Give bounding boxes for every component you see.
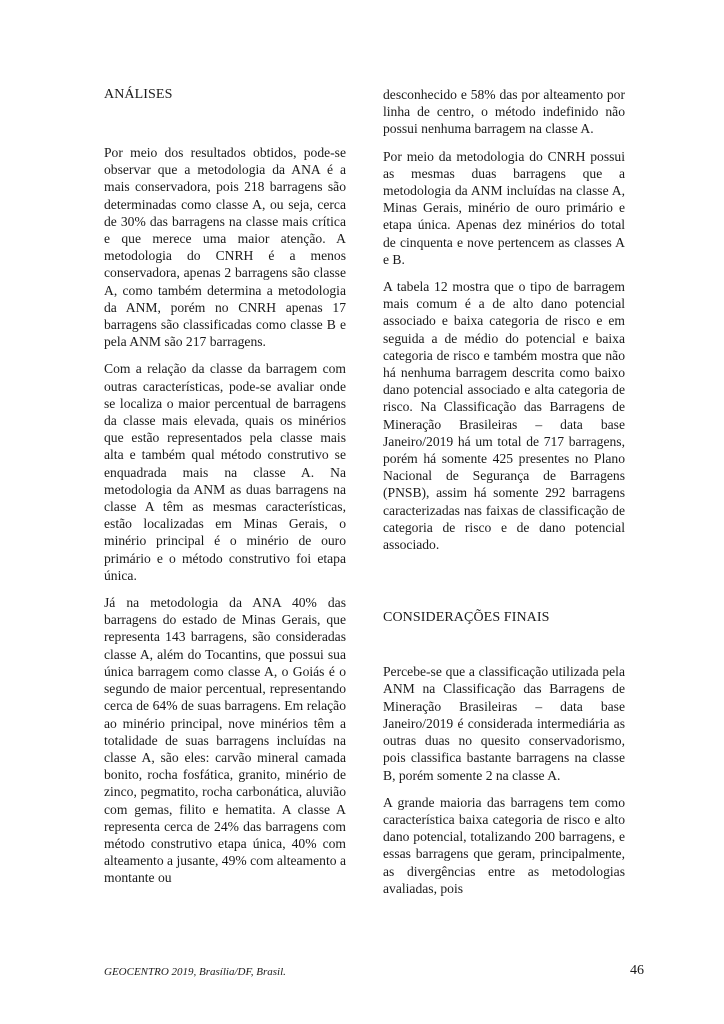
section-heading-analises: ANÁLISES	[104, 87, 173, 102]
paragraph: Já na metodologia da ANA 40% das barragens do estado de Minas Gerais, que representa 143 barragens, são consideradas classe A, além do Tocantins, que possui sua única barragem como classe A, o Goiás é o segundo de maior percentual, representando cerca de 64% de suas barragens. Em relação ao minério principal, nove minérios têm a totalidade de suas barragens incluídas na classe A, são eles: carvão mineral camada bonito, rocha fosfática, granito, minério de zinco, pegmatito, rocha carbonática, aluvião com gemas, filito e hematita. A classe A representa cerca de 24% das barragens com método construtivo etapa única, 40% com alteamento a jusante, 49% com alteamento a montante ou	[104, 595, 346, 886]
page-number: 46	[630, 963, 644, 978]
heading-spacer	[104, 104, 346, 144]
section-heading-consideracoes-finais: CONSIDERAÇÕES FINAIS	[383, 610, 550, 626]
footer-journal: GEOCENTRO 2019, Brasília/DF, Brasil.	[104, 966, 286, 978]
right-column	[383, 86, 625, 907]
paragraph: A tabela 12 mostra que o tipo de barragem mais comum é a de alto dano potencial associado e baixa categoria de risco e em seguida a de médio do potencial e baixa categoria de risco e também mostra que não há nenhuma barragem descrita como baixo dano potencial associado e alta categoria de risco. Na Classificação das Barragens de Mineração Brasileiras – data base Janeiro/2019 há um total de 717 barragens, porém há somente 425 presentes no Plano Nacional de Segurança de Barragens (PNSB), assim há somente 292 barragens caracterizadas nas faixas de classificação de categoria de risco e de dano potencial associado.	[383, 279, 625, 553]
paragraph: Percebe-se que a classificação utilizada pela ANM na Classificação das Barragens de Mineração Brasileiras – data base Janeiro/2019 é considerada intermediária as outras duas no quesito conservadorismo, pois classifica bastante barragens na classe B, porém somente 2 na classe A.	[383, 664, 625, 783]
heading-spacer	[383, 627, 625, 663]
paragraph: Por meio da metodologia do CNRH possui as mesmas duas barragens que a metodologia da ANM incluídas na classe A, Minas Gerais, minério de ouro primário e etapa única. Apenas dez minérios do total de cinquenta e nove pertencem as classes A e B.	[383, 148, 625, 267]
paragraph: A grande maioria das barragens tem como característica baixa categoria de risco e alto dano potencial, totalizando 200 barragens, e essas barragens que geram, principalmente, as divergências entre as metodologias avaliadas, pois	[383, 794, 625, 896]
paragraph: Por meio dos resultados obtidos, pode-se observar que a metodologia da ANA é a mais conservadora, pois 218 barragens são determinadas como classe A, ou seja, cerca de 30% das barragens na classe mais crítica e que merece uma maior atenção. A metodologia do CNRH é a menos conservadora, apenas 2 barragens são classe A, como também determina a metodologia da ANM, porém no CNRH apenas 17 barragens são classificadas como classe B e pela ANM são 217 barragens.	[104, 145, 346, 350]
left-column	[104, 86, 346, 897]
paragraph: Com a relação da classe da barragem com outras características, pode-se avaliar onde se localiza o maior percentual de barragens da classe mais elevada, quais os minérios que estão representados pela classe mais alta e também qual método construtivo se enquadrada mais na classe A. Na metodologia da ANM as duas barragens na classe A têm as mesmas características, estão localizadas em Minas Gerais, o minério principal é o minério de ouro primário e o método construtivo foi etapa única.	[104, 361, 346, 583]
section-spacer	[383, 563, 625, 609]
paragraph: desconhecido e 58% das por alteamento por linha de centro, o método indefinido não possui nenhuma barragem na classe A.	[383, 87, 625, 137]
